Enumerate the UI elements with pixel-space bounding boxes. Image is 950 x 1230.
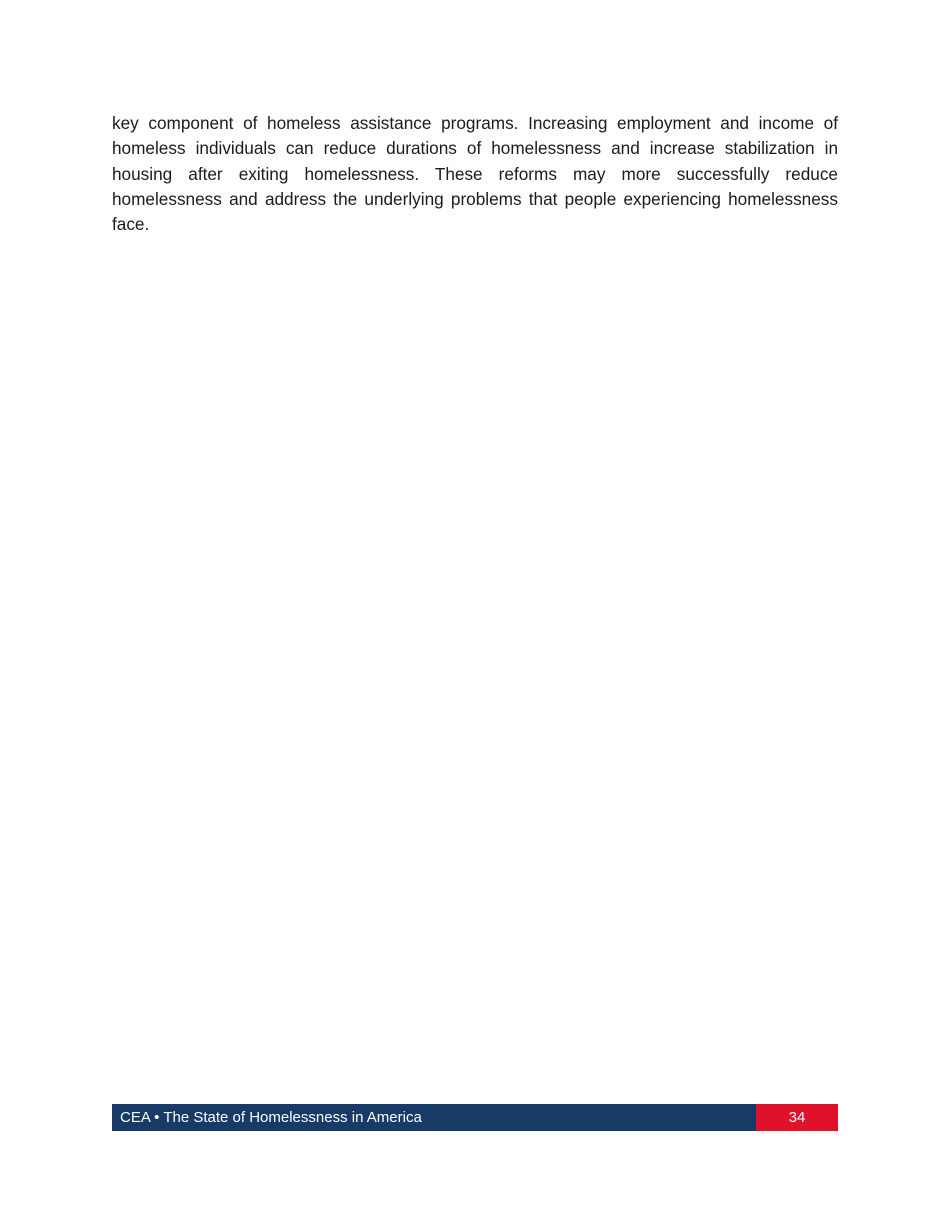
body-paragraph: key component of homeless assistance programs. Increasing employment and income of homeless individuals can reduce durations of homelessness and increase stabilization in housing after exiting homelessness. These reforms may more successfully reduce homelessness and address the underlying problems that people experiencing homelessness face. (112, 113, 838, 235)
page-footer (112, 1104, 838, 1131)
page-number: 34 (756, 1104, 838, 1131)
footer-title: CEA • The State of Homelessness in America (112, 1104, 756, 1131)
